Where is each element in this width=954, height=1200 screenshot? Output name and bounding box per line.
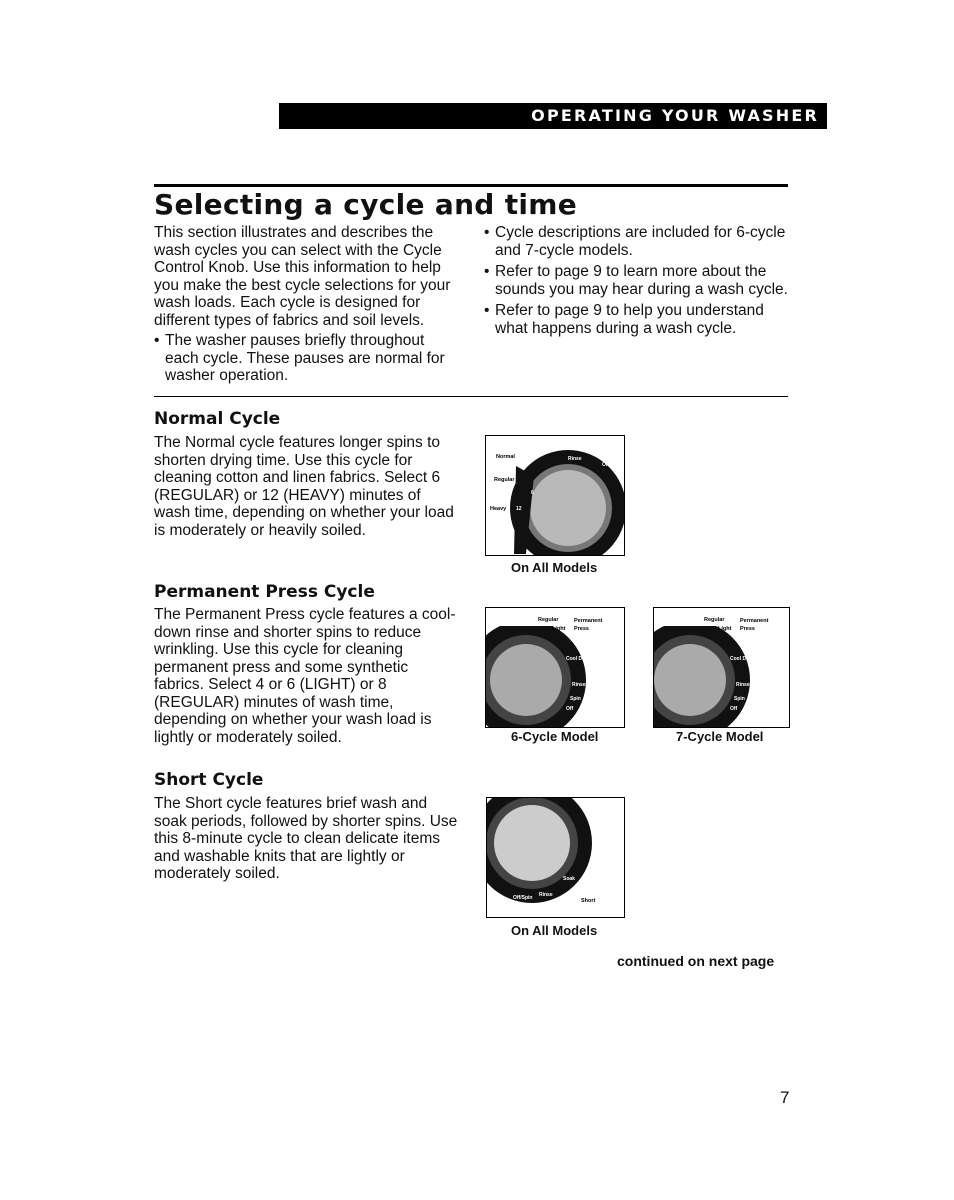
normal-cycle-heading: Normal Cycle xyxy=(154,409,281,429)
six-cycle-caption: 6-Cycle Model xyxy=(511,729,599,744)
dial-label: Cool Down xyxy=(730,656,757,662)
dial-label: Regular xyxy=(704,617,725,623)
dial-label: Off xyxy=(566,706,574,712)
dial-label: Spin xyxy=(596,452,607,458)
intro-divider xyxy=(154,396,788,397)
dial-label: Soak xyxy=(563,876,575,882)
dial-label: Rinse xyxy=(572,682,586,688)
dial-label: Press xyxy=(740,626,755,632)
dial-label: Short xyxy=(581,898,596,904)
bullet-item: • Refer to page 9 to learn more about the sounds you may hear during a wash cycle. xyxy=(484,263,789,298)
bullet-item: • The washer pauses briefly throughout each cycle. These pauses are normal for washer operation. xyxy=(154,332,459,385)
normal-cycle-dial-image xyxy=(485,435,625,556)
dial-label: Normal xyxy=(496,454,515,460)
dial-label: Cool Down xyxy=(566,656,593,662)
bullet-item: • Refer to page 9 to help you understand what happens during a wash cycle. xyxy=(484,302,789,337)
seven-cycle-dial-drawing xyxy=(654,608,789,727)
section-banner: OPERATING YOUR WASHER xyxy=(279,103,827,129)
short-dial-caption: On All Models xyxy=(511,923,598,938)
short-cycle-dial-image xyxy=(486,797,625,918)
dial-label: 12 xyxy=(516,506,522,512)
dial-label: Regular xyxy=(494,477,515,483)
permanent-press-heading: Permanent Press Cycle xyxy=(154,582,375,602)
intro-right-bullets xyxy=(484,224,789,337)
six-cycle-dial-image xyxy=(485,607,625,728)
dial-label: Off xyxy=(730,706,738,712)
dial-label: Light xyxy=(552,626,566,632)
dial-label: 6 xyxy=(531,490,534,496)
seven-cycle-dial-image xyxy=(653,607,790,728)
short-cycle-heading: Short Cycle xyxy=(154,770,264,790)
dial-label: Permanent xyxy=(740,618,769,624)
dial-label: Rinse xyxy=(736,682,750,688)
dial-label: Rinse xyxy=(568,456,582,462)
permanent-press-text: The Permanent Press cycle features a cool-down rinse and shorter spins to reduce wrinkling. Use this cycle for cleaning permanent press and some synthetic fabrics. Select 4 or 6 (LIGHT) or 8 (REGULAR) minutes of wash time, depending on whether your wash load is lightly or moderately soiled. xyxy=(154,606,456,746)
page-number: 7 xyxy=(780,1088,790,1107)
six-cycle-dial-drawing xyxy=(486,608,624,727)
page-title: Selecting a cycle and time xyxy=(154,188,578,221)
intro-left-bullets xyxy=(154,332,459,385)
dial-label: Rinse xyxy=(539,892,553,898)
title-rule xyxy=(154,184,788,187)
intro-paragraph: This section illustrates and describes the wash cycles you can select with the Cycle Control Knob. Use this information to help you make the best cycle selections for your wash loads. Each cycle is designed for different types of fabrics and soil levels. xyxy=(154,224,451,329)
normal-dial-drawing xyxy=(486,436,624,555)
normal-cycle-text: The Normal cycle features longer spins to shorten drying time. Use this cycle for cleaning cotton and linen fabrics. Select 6 (REGULAR) or 12 (HEAVY) minutes of wash time, depending on whether your load is moderately or heavily soiled. xyxy=(154,434,454,539)
short-cycle-text: The Short cycle features brief wash and soak periods, followed by shorter spins. Use this 8-minute cycle to clean delicate items and washable knits that are lightly or moderately soiled. xyxy=(154,795,458,882)
dial-label: Spin xyxy=(734,696,745,702)
normal-dial-caption: On All Models xyxy=(511,560,598,575)
intro-left-column xyxy=(154,224,459,385)
bullet-item: • Cycle descriptions are included for 6-cycle and 7-cycle models. xyxy=(484,224,789,259)
intro-right-column xyxy=(484,224,789,337)
dial-label: Off xyxy=(602,462,610,468)
dial-label: Regular xyxy=(538,617,559,623)
dial-label: Spin xyxy=(570,696,581,702)
continued-note: continued on next page xyxy=(617,953,775,969)
dial-label: Press xyxy=(574,626,589,632)
dial-label: Permanent xyxy=(574,618,603,624)
dial-label: Light xyxy=(718,626,732,632)
seven-cycle-caption: 7-Cycle Model xyxy=(676,729,764,744)
short-dial-drawing xyxy=(487,798,624,917)
dial-label: Off/Spin xyxy=(513,895,533,901)
dial-label: Heavy xyxy=(490,506,507,512)
